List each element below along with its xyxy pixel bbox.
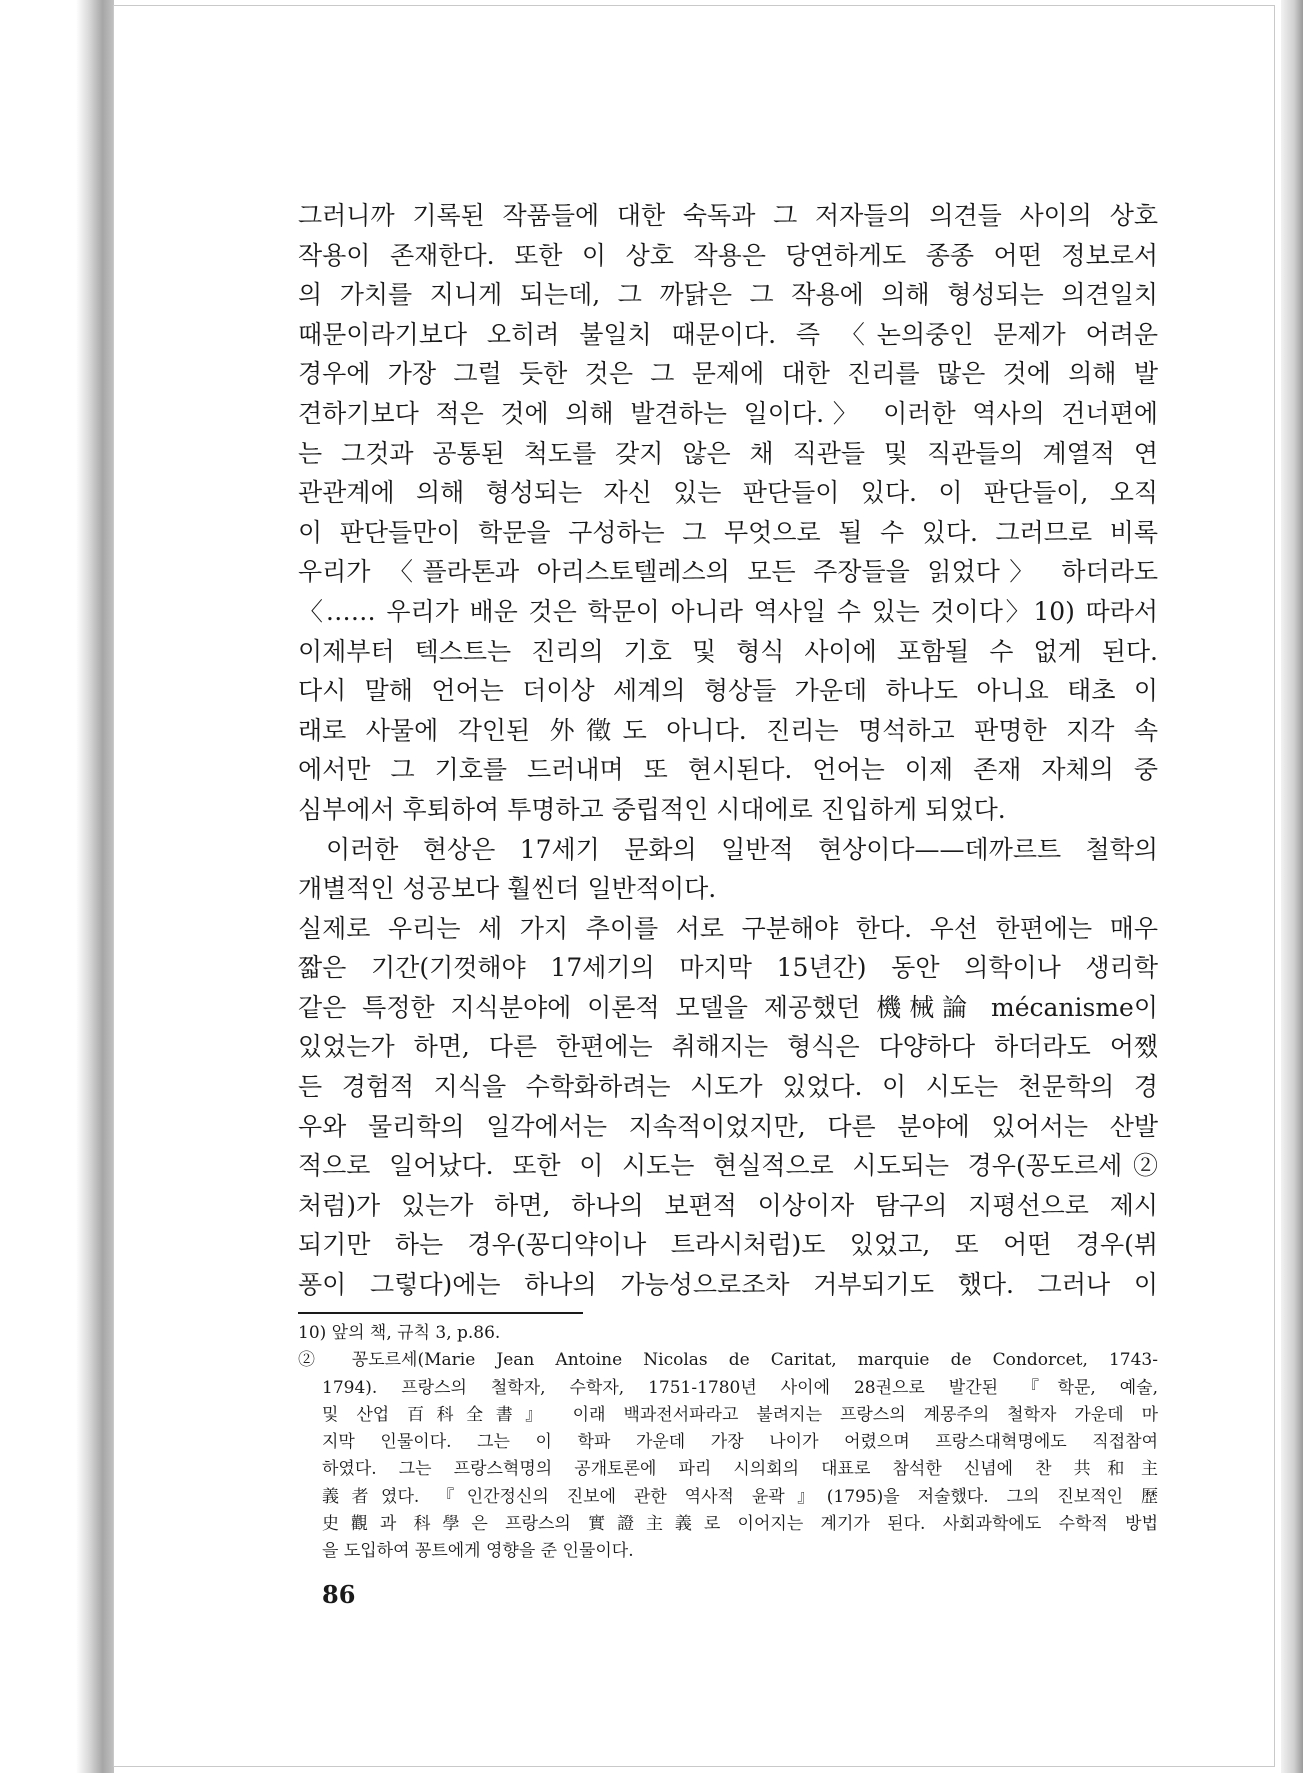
footnote-line: 10) 앞의 책, 규칙 3, p.86. bbox=[298, 1323, 501, 1343]
body-line: 우리가 〈플라톤과 아리스토텔레스의 모든 주장들을 읽었다〉 하더라도 bbox=[298, 557, 1158, 587]
body-line: 퐁이 그렇다)에는 하나의 가능성으로조차 거부되기도 했다. 그러나 이 bbox=[298, 1270, 1158, 1300]
body-line: 이제부터 텍스트는 진리의 기호 및 형식 사이에 포함될 수 없게 된다. bbox=[298, 636, 1158, 666]
body-line: 이 판단들만이 학문을 구성하는 그 무엇으로 될 수 있다. 그러므로 비록 bbox=[298, 517, 1158, 547]
body-line: 되기만 하는 경우(꽁디약이나 트라시처럼)도 있었고, 또 어떤 경우(뷔 bbox=[298, 1230, 1158, 1260]
body-line: 같은 특정한 지식분야에 이론적 모델을 제공했던 機械論 mécanisme이 bbox=[298, 992, 1158, 1022]
body-line: 견하기보다 적은 것에 의해 발견하는 일이다.〉 이러한 역사의 건너편에 bbox=[298, 398, 1158, 428]
footnote-line: 史觀과 科學은 프랑스의 實證主義로 이어지는 계기가 된다. 사회과학에도 수학적 방법 bbox=[322, 1514, 1158, 1535]
body-line: 작용이 존재한다. 또한 이 상호 작용은 당연하게도 종종 어떤 정보로서 bbox=[298, 240, 1158, 270]
body-text bbox=[298, 196, 1158, 1305]
footnote-line: 하였다. 그는 프랑스혁명의 공개토론에 파리 시의회의 대표로 참석한 신념에 찬 共和主 bbox=[322, 1459, 1158, 1480]
body-line: 는 그것과 공통된 척도를 갖지 않은 채 직관들 및 직관들의 계열적 연 bbox=[298, 438, 1158, 468]
body-line: 짧은 기간(기껏해야 17세기의 마지막 15년간) 동안 의학이나 생리학 bbox=[298, 953, 1158, 983]
body-line: 다시 말해 언어는 더이상 세계의 형상들 가운데 하나도 아니요 태초 이 bbox=[298, 676, 1158, 706]
body-line: 실제로 우리는 세 가지 추이를 서로 구분해야 한다. 우선 한편에는 매우 bbox=[298, 913, 1158, 943]
footnote-line: ② 꽁도르세(Marie Jean Antoine Nicolas de Caritat, marquie de Condorcet, 1743- bbox=[298, 1350, 1158, 1371]
body-line: 우와 물리학의 일각에서는 지속적이었지만, 다른 분야에 있어서는 산발 bbox=[298, 1111, 1158, 1141]
body-line: 의 가치를 지니게 되는데, 그 까닭은 그 작용에 의해 형성되는 의견일치 bbox=[298, 280, 1158, 310]
body-line: 관관계에 의해 형성되는 자신 있는 판단들이 있다. 이 판단들이, 오직 bbox=[298, 478, 1158, 508]
body-line: 〈…… 우리가 배운 것은 학문이 아니라 역사일 수 있는 것이다〉10) 따라서 bbox=[298, 596, 1158, 626]
body-line: 개별적인 성공보다 훨씬더 일반적이다. bbox=[298, 874, 717, 904]
body-line: 든 경험적 지식을 수학화하려는 시도가 있었다. 이 시도는 천문학의 경 bbox=[298, 1072, 1158, 1102]
book-page-edge bbox=[1281, 0, 1303, 1773]
body-line: 래로 사물에 각인된 外徵도 아니다. 진리는 명석하고 판명한 지각 속 bbox=[298, 715, 1158, 745]
footnote-line: 및 산업 百科全書』 이래 백과전서파라고 불려지는 프랑스의 계몽주의 철학자 가운데 마 bbox=[322, 1404, 1158, 1425]
footnotes bbox=[298, 1320, 1158, 1566]
body-line: 이러한 현상은 17세기 문화의 일반적 현상이다——데까르트 철학의 bbox=[326, 834, 1158, 864]
footnote-line: 을 도입하여 꽁트에게 영향을 준 인물이다. bbox=[322, 1541, 634, 1562]
footnote-line: 지막 인물이다. 그는 이 학파 가운데 가장 나이가 어렸으며 프랑스대혁명에도 직접참여 bbox=[322, 1432, 1158, 1453]
body-line: 있었는가 하면, 다른 한편에는 취해지는 형식은 다양하다 하더라도 어쨌 bbox=[298, 1032, 1158, 1062]
body-line: 에서만 그 기호를 드러내며 또 현시된다. 언어는 이제 존재 자체의 중 bbox=[298, 755, 1158, 785]
footnote-line: 義者였다. 『인간정신의 진보에 관한 역사적 윤곽』(1795)을 저술했다. 그의 진보적인 歷 bbox=[322, 1486, 1158, 1507]
book-spine-edge bbox=[76, 0, 114, 1773]
body-line: 처럼)가 있는가 하면, 하나의 보편적 이상이자 탐구의 지평선으로 제시 bbox=[298, 1190, 1158, 1220]
body-line: 그러니까 기록된 작품들에 대한 숙독과 그 저자들의 의견들 사이의 상호 bbox=[298, 201, 1158, 230]
footnote-line: 1794). 프랑스의 철학자, 수학자, 1751-1780년 사이에 28권으로 발간된 『학문, 예술, bbox=[322, 1377, 1158, 1398]
footnote-divider bbox=[298, 1312, 583, 1314]
page-number: 86 bbox=[322, 1580, 356, 1609]
body-line: 심부에서 후퇴하여 투명하고 중립적인 시대에로 진입하게 되었다. bbox=[298, 794, 1006, 824]
body-line: 적으로 일어났다. 또한 이 시도는 현실적으로 시도되는 경우(꽁도르세② bbox=[298, 1151, 1158, 1181]
body-line: 때문이라기보다 오히려 불일치 때문이다. 즉 〈논의중인 문제가 어려운 bbox=[298, 319, 1158, 349]
body-line: 경우에 가장 그럴 듯한 것은 그 문제에 대한 진리를 많은 것에 의해 발 bbox=[298, 359, 1158, 389]
